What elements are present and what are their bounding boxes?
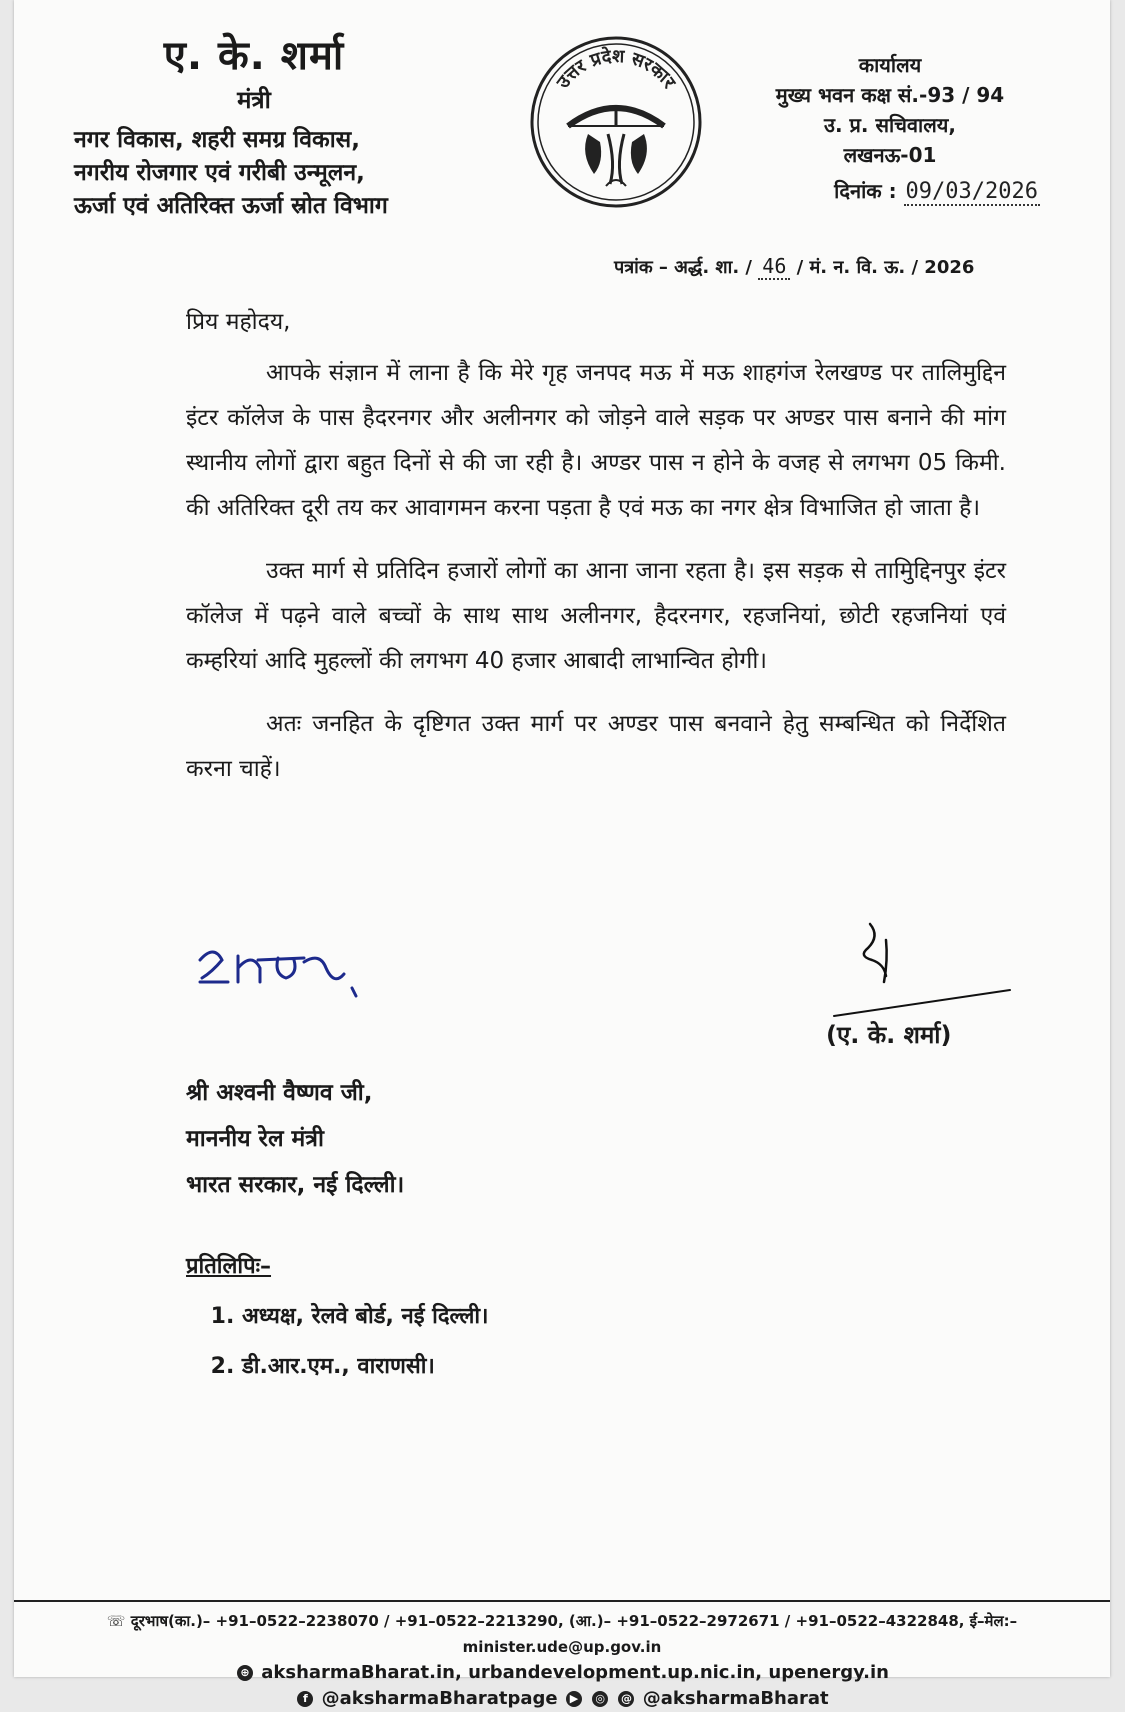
footer-social-handle: @aksharmaBharat (642, 1688, 829, 1709)
signature (814, 920, 1014, 1030)
date-row (740, 176, 1040, 207)
phone-icon: ☏ (106, 1612, 126, 1630)
instagram-icon: ◎ (592, 1691, 608, 1707)
footer-social-page: @aksharmaBharatpage (321, 1688, 558, 1709)
youtube-icon: ▶ (566, 1691, 582, 1707)
copy-to-list (186, 1292, 488, 1392)
sender-name: ए. के. शर्मा (163, 33, 345, 79)
reference-number (614, 254, 974, 279)
addressee-line: माननीय रेल मंत्री (186, 1126, 324, 1152)
reference-suffix: / मं. न. वि. ऊ. / 2026 (796, 257, 975, 278)
threads-icon: @ (618, 1691, 634, 1707)
department-line: नगर विकास, शहरी समग्र विकास, (74, 127, 360, 153)
copy-to-item: 1. अध्यक्ष, रेलवे बोर्ड, नई दिल्ली। (242, 1292, 488, 1342)
sender-block (74, 26, 494, 223)
reference-prefix: पत्रांक – अर्द्ध. शा. / (614, 257, 752, 278)
signatory-name: (ए. के. शर्मा) (826, 1021, 952, 1049)
office-address (740, 50, 1040, 207)
copy-to-item: 2. डी.आर.एम., वाराणसी। (242, 1342, 488, 1392)
date-value: 09/03/2026 (905, 179, 1038, 204)
emblem-text: उत्तर प्रदेश सरकार (552, 45, 680, 93)
letter-body (186, 300, 1006, 810)
letter-sheet (14, 0, 1110, 1677)
department-line: ऊर्जा एवं अतिरिक्त ऊर्जा स्रोत विभाग (74, 193, 388, 219)
office-line: लखनऊ-01 (843, 143, 937, 167)
reference-value: 46 (758, 254, 790, 280)
addressee-line: श्री अश्वनी वैष्णव जी, (186, 1080, 373, 1106)
body-paragraph: उक्त मार्ग से प्रतिदिन हजारों लोगों का आना जाना रहता है। इस सड़क से तामिुद्दिनपुर इंटर कॉलेज में पढ़ने वाले बच्चों के साथ साथ अलीनगर, हैदरनगर, रहजनियां, छोटी रहजनियां एवं कम्हरियां आदि मुहल्लों की लगभग 40 हजार आबादी लाभान्वित होगी। (186, 558, 1006, 674)
department-line: नगरीय रोजगार एवं गरीबी उन्मूलन, (74, 160, 365, 186)
body-paragraph: आपके संज्ञान में लाना है कि मेरे गृह जनपद मऊ में मऊ शाहगंज रेलखण्ड पर तालिमुद्दिन इंटर कॉलेज के पास हैदरनगर और अलीनगर को जोड़ने वाले सड़क पर अण्डर पास बनाने की मांग स्थानीय लोगों द्वारा बहुत दिनों से की जा रही है। अण्डर पास न होने के वजह से लगभग 05 किमी. की अतिरिक्त दूरी तय कर आवागमन करना पड़ता है एवं मऊ का नगर क्षेत्र विभाजित हो जाता है। (186, 360, 1006, 521)
footer-social (14, 1686, 1110, 1712)
up-government-emblem (528, 34, 704, 210)
footer-contact (14, 1608, 1110, 1660)
addressee-line: भारत सरकार, नई दिल्ली। (186, 1172, 405, 1198)
office-line: उ. प्र. सचिवालय, (824, 113, 956, 137)
copy-to-block (186, 1250, 488, 1392)
addressee-block (186, 1070, 404, 1208)
handwritten-closing (194, 938, 384, 998)
body-paragraph: अतः जनहित के दृष्टिगत उक्त मार्ग पर अण्डर पास बनवाने हेतु सम्बन्धित को निर्देशित करना चाहें। (186, 711, 1006, 782)
facebook-icon: f (297, 1691, 313, 1707)
copy-to-title: प्रतिलिपिः– (186, 1254, 272, 1279)
sender-departments (74, 124, 494, 223)
footer-web (14, 1660, 1110, 1686)
sender-role: मंत्री (237, 86, 271, 114)
office-line: कार्यालय (858, 53, 922, 77)
globe-icon: ⊕ (237, 1665, 253, 1681)
footer-phone-line: दूरभाष(का.)– +91–0522–2238070 / +91–0522–2213290, (आ.)– +91–0522–2972671 / +91–0522–4322848, ई–मेल:–minister.ude@up.gov.in (130, 1612, 1018, 1656)
office-line: मुख्य भवन कक्ष सं.-93 / 94 (775, 83, 1005, 107)
date-label: दिनांक : (834, 179, 897, 203)
footer-web-line: aksharmaBharat.in, urbandevelopment.up.nic.in, upenergy.in (261, 1662, 889, 1683)
salutation: प्रिय महोदय, (186, 309, 291, 335)
letterhead-footer (14, 1600, 1110, 1712)
